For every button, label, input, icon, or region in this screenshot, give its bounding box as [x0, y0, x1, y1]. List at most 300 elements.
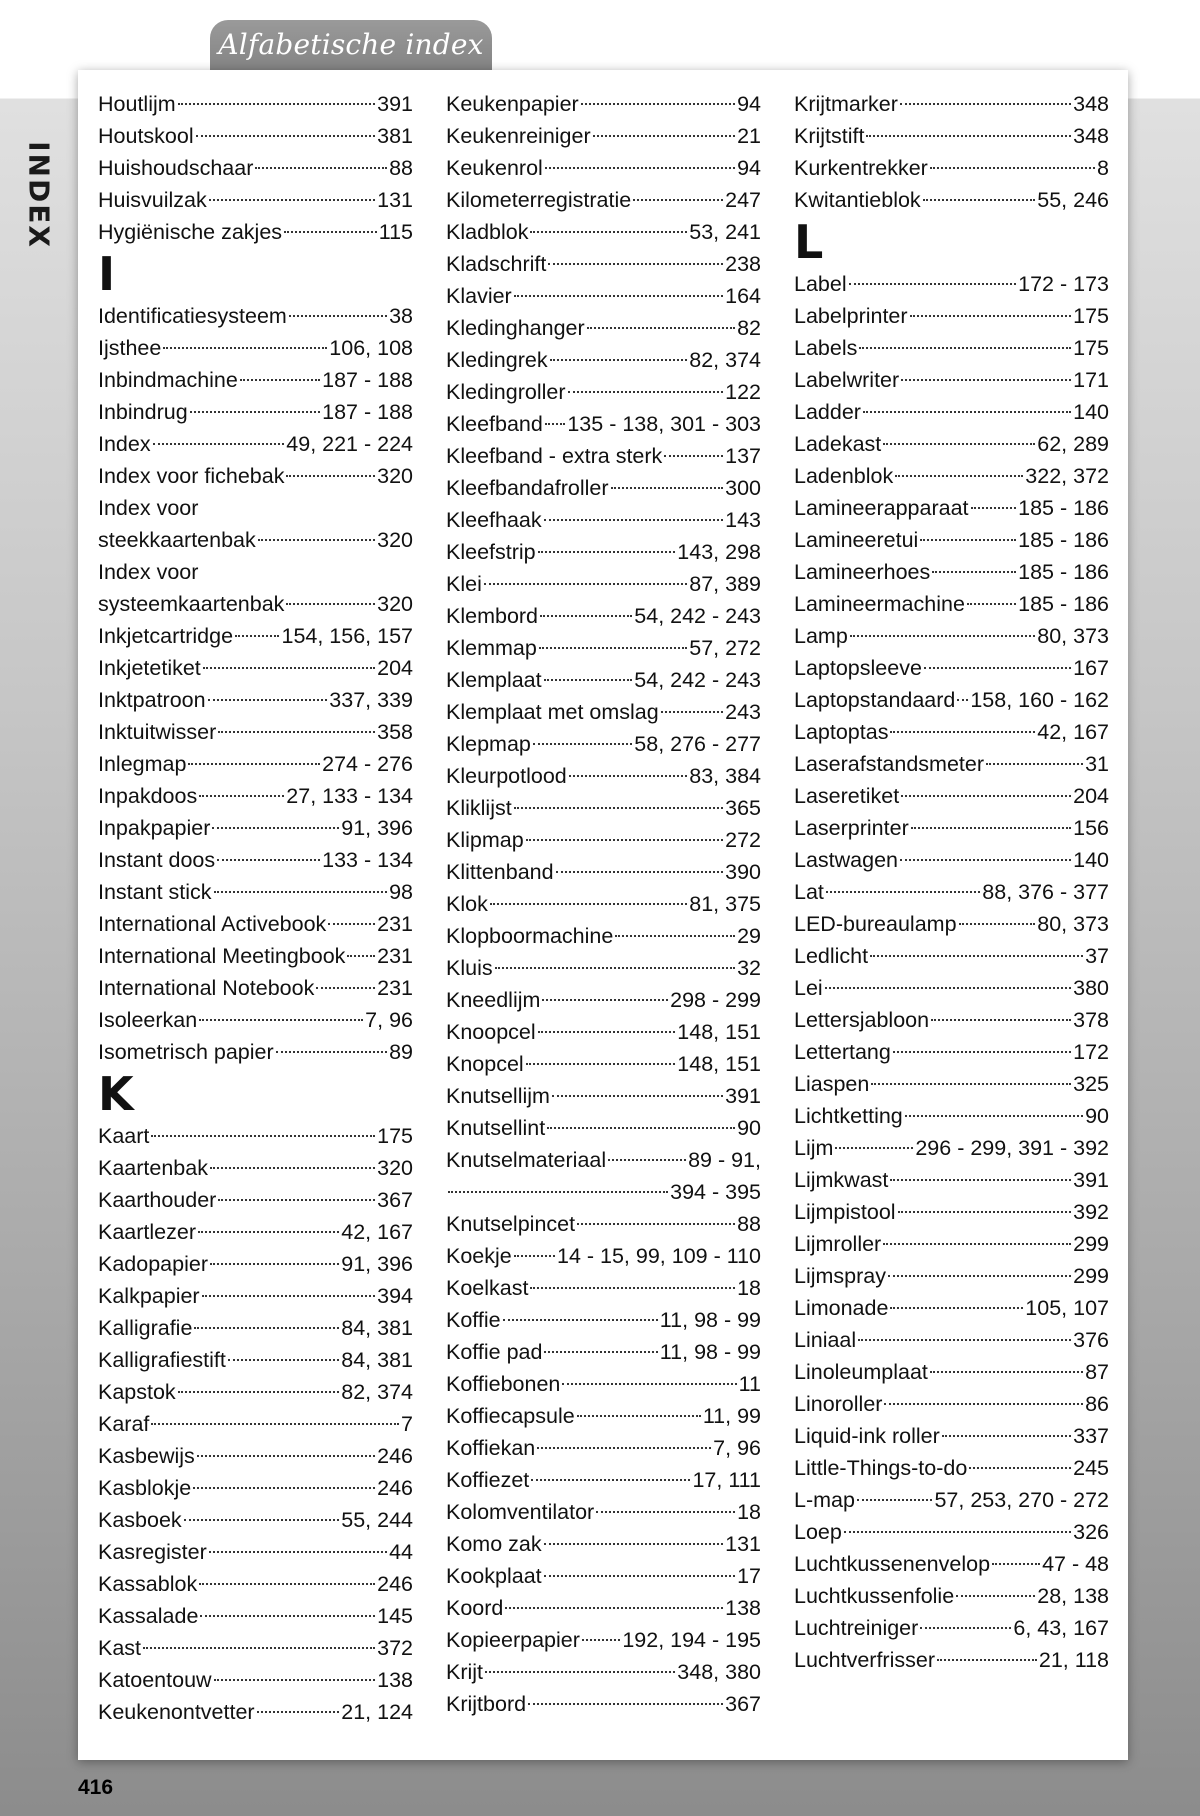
dot-leader: [890, 731, 1035, 733]
dot-leader: [931, 1019, 1071, 1021]
index-term: Ladekast: [794, 432, 882, 456]
index-pages: 171: [1073, 368, 1109, 392]
dot-leader: [556, 871, 724, 873]
dot-leader: [661, 711, 723, 713]
index-pages: 320: [377, 528, 413, 552]
index-pages: 98: [389, 880, 413, 904]
index-pages: 47 - 48: [1042, 1552, 1109, 1576]
index-entry: [794, 1356, 1109, 1388]
dot-leader: [986, 763, 1083, 765]
dot-leader: [937, 1659, 1037, 1661]
dot-leader: [957, 699, 968, 701]
index-pages: 17, 111: [692, 1468, 761, 1492]
index-entry: [794, 876, 1109, 908]
index-pages: 8: [1097, 156, 1109, 180]
dot-leader: [844, 1531, 1071, 1533]
index-term: Inbindrug: [98, 400, 188, 424]
index-term: Lamineeretui: [794, 528, 919, 552]
index-pages: 138: [725, 1596, 761, 1620]
index-entry: [794, 1036, 1109, 1068]
index-term: Keukenontvetter: [98, 1700, 255, 1724]
index-term: Kledingroller: [446, 380, 566, 404]
index-pages: 394: [377, 1284, 413, 1308]
index-term: systeemkaartenbak: [98, 592, 285, 616]
index-term: Isoleerkan: [98, 1008, 198, 1032]
index-entry: [98, 588, 413, 620]
index-term: Lat: [794, 880, 824, 904]
index-pages: 238: [725, 252, 761, 276]
index-pages: 49, 221 - 224: [286, 432, 413, 456]
index-term: Little-Things-to-do: [794, 1456, 968, 1480]
dot-leader: [581, 103, 735, 105]
dot-leader: [826, 891, 980, 893]
index-pages: 365: [725, 796, 761, 820]
index-entry: [446, 696, 761, 728]
index-term: Index voor fichebak: [98, 464, 285, 488]
dot-leader: [901, 795, 1071, 797]
index-pages: 187 - 188: [322, 400, 413, 424]
dot-leader: [228, 1359, 339, 1361]
index-term: Laseretiket: [794, 784, 900, 808]
index-entry: [446, 1688, 761, 1720]
index-pages: 348: [1073, 92, 1109, 116]
index-term: Identificatiesysteem: [98, 304, 287, 328]
dot-leader: [544, 1543, 724, 1545]
dot-leader: [905, 1115, 1083, 1117]
dot-leader: [316, 987, 375, 989]
dot-leader: [568, 391, 724, 393]
index-term: Komo zak: [446, 1532, 542, 1556]
index-pages: 380: [1073, 976, 1109, 1000]
index-pages: 391: [377, 92, 413, 116]
dot-leader: [530, 231, 687, 233]
index-term: Klavier: [446, 284, 512, 308]
index-entry: [794, 1068, 1109, 1100]
index-entry: [98, 460, 413, 492]
index-pages: 348, 380: [677, 1660, 761, 1684]
dot-leader: [884, 1403, 1083, 1405]
dot-leader: [582, 1639, 620, 1641]
index-pages: 231: [377, 944, 413, 968]
index-term: Ladder: [794, 400, 861, 424]
dot-leader: [539, 647, 687, 649]
index-entry: [794, 1516, 1109, 1548]
dot-leader: [587, 327, 735, 329]
index-entry: [446, 728, 761, 760]
index-pages: 87: [1085, 1360, 1109, 1384]
index-pages: 7: [401, 1412, 413, 1436]
index-pages: 7, 96: [713, 1436, 761, 1460]
index-entry: [98, 812, 413, 844]
dot-leader: [959, 923, 1036, 925]
side-index-text: INDEX: [22, 141, 56, 249]
index-pages: 140: [1073, 400, 1109, 424]
index-pages: 55, 246: [1037, 188, 1109, 212]
index-entry: [98, 1248, 413, 1280]
dot-leader: [258, 539, 375, 541]
index-entry: [794, 1580, 1109, 1612]
index-term: Instant doos: [98, 848, 216, 872]
index-entry: [794, 88, 1109, 120]
index-entry: [446, 1208, 761, 1240]
section-letter: I: [98, 247, 116, 301]
dot-leader: [615, 935, 735, 937]
index-term: Isometrisch papier: [98, 1040, 274, 1064]
index-term: Kleefband: [446, 412, 543, 436]
dot-leader: [545, 423, 566, 425]
index-pages: 358: [377, 720, 413, 744]
dot-leader: [178, 103, 375, 105]
index-term: Kleefhaak: [446, 508, 542, 532]
index-term: Index: [98, 432, 151, 456]
index-term: Kassalade: [98, 1604, 199, 1628]
index-entry: [446, 568, 761, 600]
index-entry: [794, 716, 1109, 748]
dot-leader: [193, 1487, 375, 1489]
index-term: Knutsellijm: [446, 1084, 550, 1108]
index-pages: 28, 138: [1037, 1584, 1109, 1608]
index-term: Klemplaat met omslag: [446, 700, 659, 724]
index-term: Inktuitwisser: [98, 720, 217, 744]
index-term: Luchtverfrisser: [794, 1648, 935, 1672]
dot-leader: [151, 1135, 375, 1137]
index-pages: 148, 151: [677, 1052, 761, 1076]
index-term: Lamineerapparaat: [794, 496, 969, 520]
index-entry: [794, 1004, 1109, 1036]
index-pages: 164: [725, 284, 761, 308]
index-entry: [446, 1080, 761, 1112]
index-pages: 91, 396: [341, 1252, 413, 1276]
index-pages: 105, 107: [1025, 1296, 1109, 1320]
index-term: Keukenpapier: [446, 92, 579, 116]
index-entry: [98, 780, 413, 812]
dot-leader: [184, 1519, 340, 1521]
index-term: Lijm: [794, 1136, 834, 1160]
index-pages: 55, 244: [341, 1508, 413, 1532]
index-entry: [794, 1260, 1109, 1292]
index-entry: [446, 792, 761, 824]
index-entry: [446, 1464, 761, 1496]
index-pages: 320: [377, 464, 413, 488]
index-pages: 31: [1085, 752, 1109, 776]
index-entry: [794, 492, 1109, 524]
index-term: Klipmap: [446, 828, 524, 852]
index-entry: [98, 300, 413, 332]
index-term: Knutselmateriaal: [446, 1148, 607, 1172]
dot-leader: [550, 359, 688, 361]
dot-leader: [530, 1287, 735, 1289]
dot-leader: [178, 1391, 340, 1393]
index-entry: [446, 216, 761, 248]
dot-leader: [835, 1147, 913, 1149]
index-pages: 11: [738, 1372, 761, 1396]
dot-leader: [569, 775, 688, 777]
dot-leader: [901, 379, 1071, 381]
index-term: Labels: [794, 336, 858, 360]
index-entry: [446, 600, 761, 632]
dot-leader: [143, 1647, 375, 1649]
index-term: Keukenrol: [446, 156, 543, 180]
index-term: Hygiënische zakjes: [98, 220, 283, 244]
index-term: Kalkpapier: [98, 1284, 200, 1308]
dot-leader: [863, 411, 1071, 413]
index-pages: 131: [725, 1532, 761, 1556]
index-pages: 156: [1073, 816, 1109, 840]
index-term: Kalligrafie: [98, 1316, 193, 1340]
index-entry: [446, 1400, 761, 1432]
index-pages: 91, 396: [341, 816, 413, 840]
section-letter: L: [794, 215, 824, 269]
index-term: Krijtstift: [794, 124, 865, 148]
index-term: Kopieerpapier: [446, 1628, 580, 1652]
index-entry: [446, 1272, 761, 1304]
index-pages: 27, 133 - 134: [286, 784, 413, 808]
index-term: Krijtbord: [446, 1692, 527, 1716]
index-term: Kneedlijm: [446, 988, 541, 1012]
index-term: Luchtkussenenvelop: [794, 1552, 991, 1576]
index-entry: [794, 428, 1109, 460]
index-pages: 38: [389, 304, 413, 328]
dot-leader: [870, 955, 1083, 957]
dot-leader: [538, 551, 676, 553]
index-entry: [446, 280, 761, 312]
index-term: Lamp: [794, 624, 848, 648]
index-entry: [446, 1144, 761, 1176]
index-pages: 245: [1073, 1456, 1109, 1480]
dot-leader: [633, 199, 723, 201]
section-letter: K: [98, 1067, 134, 1121]
dot-leader: [203, 667, 375, 669]
index-term: Luchtkussenfolie: [794, 1584, 955, 1608]
dot-leader: [153, 443, 285, 445]
index-term: Kasregister: [98, 1540, 207, 1564]
dot-leader: [194, 1327, 339, 1329]
dot-leader: [890, 1307, 1023, 1309]
dot-leader: [514, 807, 723, 809]
index-entry: [794, 780, 1109, 812]
dot-leader: [286, 603, 375, 605]
index-term: Kleefbandafroller: [446, 476, 609, 500]
dot-leader: [920, 1627, 1011, 1629]
index-term: Ledlicht: [794, 944, 869, 968]
index-entry: [794, 396, 1109, 428]
index-entry: [98, 152, 413, 184]
dot-leader: [209, 199, 375, 201]
index-entry: [794, 620, 1109, 652]
index-term: Lettersjabloon: [794, 1008, 930, 1032]
index-entry: [98, 1472, 413, 1504]
dot-leader: [992, 1563, 1040, 1565]
index-pages: 187 - 188: [322, 368, 413, 392]
index-pages: 32: [737, 956, 761, 980]
index-entry: [98, 1312, 413, 1344]
index-entry: [446, 856, 761, 888]
dot-leader: [890, 1179, 1071, 1181]
index-term: Koffie: [446, 1308, 501, 1332]
index-entry: [98, 652, 413, 684]
dot-leader: [942, 1435, 1071, 1437]
index-entry: [98, 364, 413, 396]
index-term: Kasblokje: [98, 1476, 192, 1500]
dot-leader: [255, 167, 387, 169]
dot-leader: [850, 635, 1035, 637]
index-entry: [98, 620, 413, 652]
dot-leader: [190, 411, 320, 413]
index-entry: [446, 152, 761, 184]
index-term: Kledingrek: [446, 348, 548, 372]
index-pages: 231: [377, 976, 413, 1000]
index-term: Klittenband: [446, 860, 554, 884]
index-entry: [98, 844, 413, 876]
index-pages: 143, 298: [677, 540, 761, 564]
index-term: Katoentouw: [98, 1668, 212, 1692]
index-pages: 90: [737, 1116, 761, 1140]
index-pages: 372: [377, 1636, 413, 1660]
index-term: Klepmap: [446, 732, 531, 756]
dot-leader: [200, 1615, 375, 1617]
index-term: Huishoudschaar: [98, 156, 254, 180]
index-pages: 172 - 173: [1018, 272, 1109, 296]
dot-leader: [883, 1243, 1071, 1245]
index-entry: [794, 972, 1109, 1004]
index-term: Kaart: [98, 1124, 150, 1148]
index-term: Ladenblok: [794, 464, 894, 488]
index-pages: 325: [1073, 1072, 1109, 1096]
dot-leader: [503, 1319, 658, 1321]
index-term: Laptopsleeve: [794, 656, 922, 680]
index-term: Lijmpistool: [794, 1200, 896, 1224]
index-term: Koffiebonen: [446, 1372, 561, 1396]
index-pages: 115: [378, 220, 413, 244]
index-pages: 37: [1085, 944, 1109, 968]
dot-leader: [932, 571, 1016, 573]
dot-leader: [825, 987, 1071, 989]
index-pages: 143: [725, 508, 761, 532]
dot-leader: [577, 1415, 701, 1417]
dot-leader: [218, 1199, 375, 1201]
index-pages: 274 - 276: [322, 752, 413, 776]
index-term: Klok: [446, 892, 488, 916]
index-entry: [98, 120, 413, 152]
index-term: Laptopstandaard: [794, 688, 956, 712]
dot-leader: [544, 1575, 735, 1577]
dot-leader: [526, 839, 723, 841]
dot-leader: [859, 347, 1071, 349]
index-pages: 18: [737, 1276, 761, 1300]
index-term: steekkaartenbak: [98, 528, 256, 552]
index-term: Linoroller: [794, 1392, 883, 1416]
index-entry: [446, 824, 761, 856]
index-entry: [98, 1536, 413, 1568]
dot-leader: [971, 507, 1017, 509]
index-entry: [794, 300, 1109, 332]
index-entry: [98, 1440, 413, 1472]
dot-leader: [596, 1511, 735, 1513]
dot-leader: [930, 1371, 1083, 1373]
index-entry: [98, 1152, 413, 1184]
index-pages: 81, 375: [689, 892, 761, 916]
index-pages: 322, 372: [1025, 464, 1109, 488]
dot-leader: [528, 1703, 723, 1705]
index-pages: 7, 96: [365, 1008, 413, 1032]
index-pages: 53, 241: [689, 220, 761, 244]
dot-leader: [540, 615, 632, 617]
dot-leader: [552, 1095, 723, 1097]
index-entry: [446, 1496, 761, 1528]
index-term: Kladblok: [446, 220, 529, 244]
index-entry: [98, 332, 413, 364]
index-term: Klembord: [446, 604, 539, 628]
dot-leader: [188, 763, 320, 765]
index-entry: [98, 1696, 413, 1728]
index-term: Kurkentrekker: [794, 156, 928, 180]
index-pages: 11, 98 - 99: [659, 1340, 761, 1364]
index-term: Huisvuilzak: [98, 188, 207, 212]
dot-leader: [871, 1083, 1071, 1085]
dot-leader: [866, 135, 1071, 137]
index-pages: 148, 151: [677, 1020, 761, 1044]
index-pages: 192, 194 - 195: [622, 1628, 761, 1652]
dot-leader: [900, 103, 1071, 105]
index-pages: 158, 160 - 162: [970, 688, 1109, 712]
index-pages: 140: [1073, 848, 1109, 872]
index-term: Laserafstandsmeter: [794, 752, 985, 776]
index-term: Kaarthouder: [98, 1188, 217, 1212]
index-entry: [98, 1600, 413, 1632]
dot-leader: [547, 1127, 735, 1129]
index-term: Kasbewijs: [98, 1444, 195, 1468]
index-pages: 175: [1073, 336, 1109, 360]
dot-leader: [531, 1479, 690, 1481]
index-term: Limonade: [794, 1296, 889, 1320]
index-entry: [446, 632, 761, 664]
index-term: Kleurpotlood: [446, 764, 567, 788]
dot-leader: [514, 295, 723, 297]
index-entry: [446, 536, 761, 568]
index-pages: 94: [737, 156, 761, 180]
index-term: Linoleumplaat: [794, 1360, 928, 1384]
index-pages: 394 - 395: [670, 1180, 761, 1204]
dot-leader: [544, 519, 723, 521]
index-entry: [794, 908, 1109, 940]
index-term: Labelprinter: [794, 304, 908, 328]
index-pages: 80, 373: [1037, 912, 1109, 936]
dot-leader: [505, 1607, 723, 1609]
index-entry: [794, 684, 1109, 716]
dot-leader: [151, 1423, 399, 1425]
index-pages: 185 - 186: [1018, 560, 1109, 584]
index-term: Houtskool: [98, 124, 194, 148]
index-term: Koekje: [446, 1244, 512, 1268]
index-term: Krijtmarker: [794, 92, 898, 116]
index-entry: [794, 1420, 1109, 1452]
index-entry: [446, 1176, 761, 1208]
index-pages: 83, 384: [689, 764, 761, 788]
index-term: Koffiezet: [446, 1468, 530, 1492]
index-entry: [794, 748, 1109, 780]
index-pages: 62, 289: [1037, 432, 1109, 456]
dot-leader: [196, 135, 376, 137]
dot-leader: [893, 1051, 1071, 1053]
index-entry: [98, 1408, 413, 1440]
dot-leader: [538, 1031, 676, 1033]
index-term: Kadopapier: [98, 1252, 208, 1276]
index-entry: [446, 440, 761, 472]
dot-leader: [448, 1191, 668, 1193]
index-term: Kaartlezer: [98, 1220, 196, 1244]
dot-leader: [956, 1595, 1035, 1597]
index-entry: [98, 184, 413, 216]
